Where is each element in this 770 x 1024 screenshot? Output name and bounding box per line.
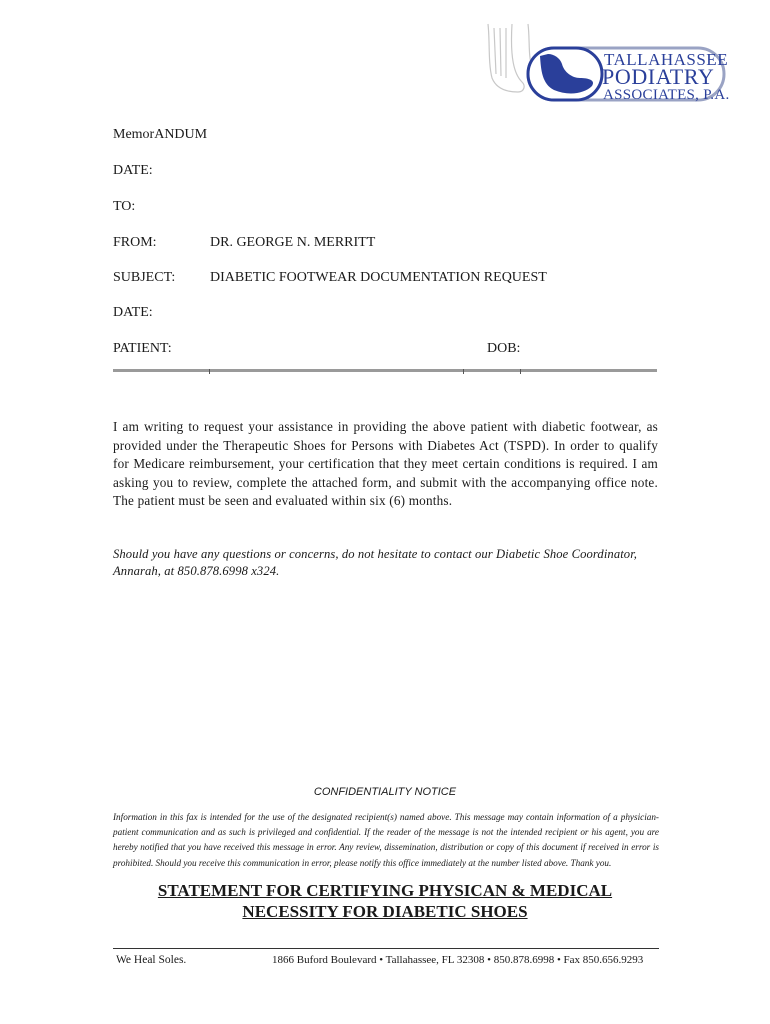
footer-divider <box>113 948 659 949</box>
memo-title: MemorANDUM <box>113 127 208 142</box>
from-label: FROM: <box>113 235 157 250</box>
contact-paragraph: Should you have any questions or concerns, do not hesitate to contact our Diabetic Shoe Coordinator, Annarah, at 850.878.6998 x324. <box>113 547 638 578</box>
dob-label: DOB: <box>487 341 521 356</box>
logo-line-2: PODIATRY <box>602 64 715 89</box>
logo-line-1: TALLAHASSEE <box>604 50 729 69</box>
header-divider <box>113 369 657 372</box>
statement-heading <box>0 880 770 922</box>
statement-line-2: NECESSITY FOR DIABETIC SHOES <box>242 902 528 921</box>
subject-value: DIABETIC FOOTWEAR DOCUMENTATION REQUEST <box>210 270 547 285</box>
from-value: DR. GEORGE N. MERRITT <box>210 235 376 250</box>
second-date-label: DATE: <box>113 305 153 320</box>
date-label: DATE: <box>113 163 153 178</box>
confidentiality-text: Information in this fax is intended for the use of the designated recipient(s) named above. This message may contain information of a physician-patient communication and as such is privileged and confidential. If the reader of the message is not the intended recipient or his agent, you are hereby notified that you have received this message in error. Any review, dissemination, distribution or copy of this document if received in error is prohibited. Should you receive this communication in error, please notify this office immediately at the number listed above. Thank you. <box>113 812 659 868</box>
subject-label: SUBJECT: <box>113 270 176 285</box>
patient-label: PATIENT: <box>113 341 172 356</box>
footer-tagline: We Heal Soles. <box>116 954 187 966</box>
request-paragraph: I am writing to request your assistance in providing the above patient with diabetic footwear, as provided under the Therapeutic Shoes for Persons with Diabetes Act (TSPD). In order to qualify for Medicare reimbursement, your certification that they meet certain conditions is required. I am asking you to review, complete the attached form, and submit with the accompanying office note. The patient must be seen and evaluated within six (6) months. <box>113 419 658 508</box>
logo-line-3: ASSOCIATES, P.A. <box>603 87 730 103</box>
footer-address: 1866 Buford Boulevard • Tallahassee, FL 32308 • 850.878.6998 • Fax 850.656.9293 <box>272 954 644 966</box>
confidentiality-title: CONFIDENTIALITY NOTICE <box>313 786 457 798</box>
divider-tick <box>209 369 210 374</box>
divider-tick <box>520 369 521 374</box>
to-label: TO: <box>113 199 136 214</box>
divider-tick <box>463 369 464 374</box>
statement-line-1: STATEMENT FOR CERTIFYING PHYSICAN & MEDICAL <box>157 881 613 900</box>
